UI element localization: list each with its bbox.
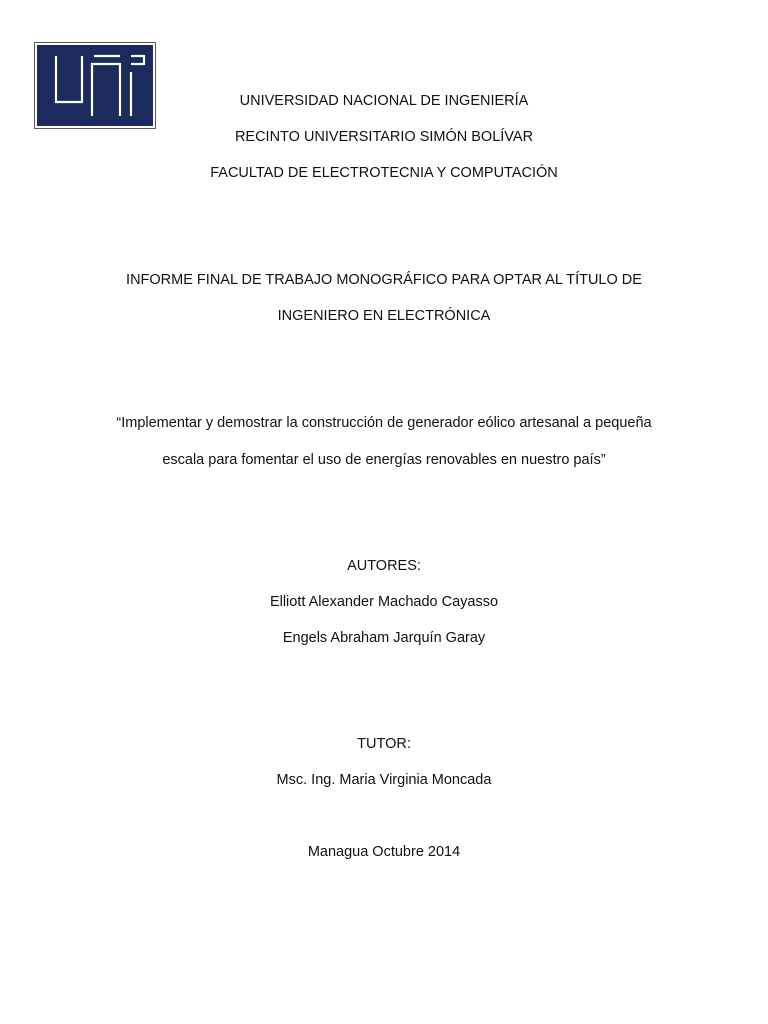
faculty-name: FACULTAD DE ELECTROTECNIA Y COMPUTACIÓN bbox=[210, 165, 558, 181]
report-type-line-2: INGENIERO EN ELECTRÓNICA bbox=[277, 308, 491, 324]
thesis-title-line-1: “Implementar y demostrar la construcción de generador eólico artesanal a pequeña bbox=[116, 415, 652, 431]
report-type-line-1: INFORME FINAL DE TRABAJO MONOGRÁFICO PARA OPTAR AL TÍTULO DE bbox=[126, 272, 642, 288]
place-date: Managua Octubre 2014 bbox=[307, 844, 461, 860]
tutor-label: TUTOR: bbox=[357, 736, 411, 752]
authors-label: AUTORES: bbox=[347, 558, 421, 574]
author-name: Engels Abraham Jarquín Garay bbox=[282, 630, 486, 646]
author-name: Elliott Alexander Machado Cayasso bbox=[269, 594, 499, 610]
campus-name: RECINTO UNIVERSITARIO SIMÓN BOLÍVAR bbox=[234, 129, 534, 145]
thesis-title-line-2: escala para fomentar el uso de energías renovables en nuestro país” bbox=[162, 452, 606, 468]
university-name: UNIVERSIDAD NACIONAL DE INGENIERÍA bbox=[239, 93, 529, 109]
university-logo bbox=[34, 42, 156, 129]
tutor-name: Msc. Ing. Maria Virginia Moncada bbox=[276, 772, 492, 788]
